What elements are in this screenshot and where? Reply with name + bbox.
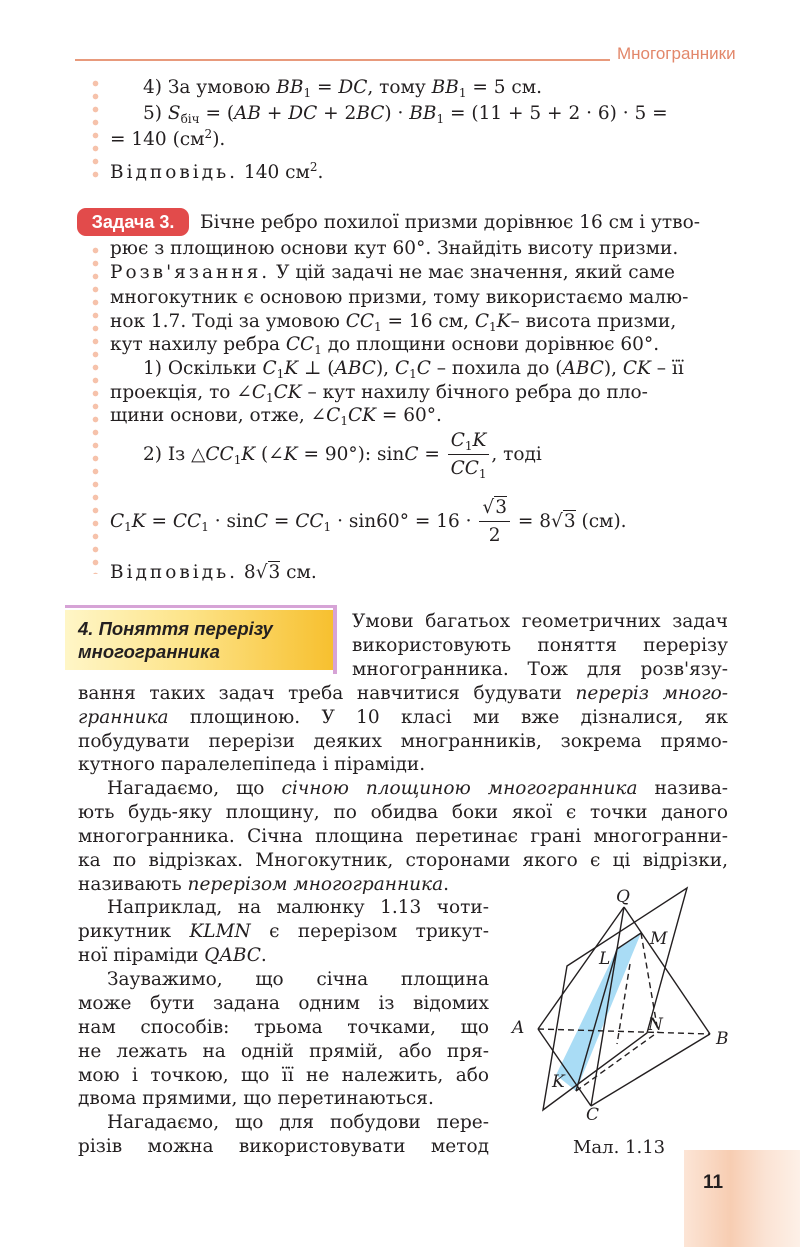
task-badge: Задача 3. [77,208,189,236]
sec4-q6: нам способів: трьома точками, що [78,1017,489,1038]
sec4-q10: Нагадаємо, що для побудови пере- [107,1112,489,1133]
solution-step-4: 4) За умовою $BB_1$ = DC, тому $BB_1 = 5$ см. [143,77,543,100]
margin-dots-2 [92,244,99,574]
label-a: A [512,1018,525,1038]
sec4-p4: кутного паралелепіпеда і піраміди. [78,754,426,775]
header-rule [75,59,610,61]
sec4-q9: двома прямими, що перетинаються. [78,1088,434,1109]
page-number: 11 [703,1172,724,1193]
task3-line-2: рює з площиною основи кут 60°. Знайдіть висоту призми. [110,238,679,259]
sec4-q11: різів можна використовувати метод [78,1136,489,1157]
edge-ab-hidden [538,1029,710,1034]
sec4-q4: Зауважимо, що січна площина [107,969,489,990]
sec4-q7: не лежать на одній прямій, або пря- [78,1041,489,1062]
label-n: N [648,1015,663,1035]
section-heading: 4. Поняття перерізу многогранника [78,618,273,662]
running-header: Многогранники [617,44,736,63]
task3-line-5: нок 1.7. Тоді за умовою $CC_1 = 16$ см, $C_1K-$ висота призми, [110,311,677,334]
label-m: M [650,929,668,949]
answer-1: Відповідь. 140 $см^2$. [110,160,324,183]
task3-line-4: многокутник є основою призми, тому використаємо малю- [110,287,689,308]
figure-caption: Мал. 1.13 [573,1137,666,1158]
sec4-p9: називають перерізом многогранника. [78,874,450,895]
task3-step-1: 1) Оскільки $C_1K$ ⊥ (ABC), $C_1C$ – похила до (ABC), CK – її [143,358,684,381]
solution-step-5: 5) $S_{біч} = (AB$ + DC + $2BC) \cdot BB_1 = (11 + 5 + 2 \cdot 6) \cdot 5$ = [143,103,668,126]
sec4-q2: рикутник KLMN є перерізом трикут- [78,921,489,942]
task3-line-3: Розв'язання. У цій задачі не має значення, який саме [110,262,675,283]
sec4-right-3: многогранника. Тож для розв'язу- [352,659,728,680]
task3-line-6: кут нахилу ребра $CC_1$ до площини основи дорівнює 60°. [110,334,660,357]
fraction-sqrt3-2: $\frac{√3}{2}$ [479,497,510,547]
pyramid-section-figure [500,880,750,1120]
sec4-right-1: Умови багатьох геометричних задач [352,611,728,632]
task3-step-2: 2) Із $\triangle CC_1K$ (∠K = 90°): sinC = $\frac{C_1K}{CC_1}$ , тоді [143,430,542,481]
task3-calculation: $C_1K = CC_1 \cdot \sin C = CC_1 \cdot \sin 60^\circ = 16$ · $\frac{√3}{2}$ = 8√3 (см). [110,497,627,546]
label-q: Q [616,887,630,907]
sec4-p8: ка по відрізках. Многокутник, сторонами якого є ці відрізки, [78,850,728,871]
label-b: B [716,1029,729,1049]
fraction-c1k-cc1: $\frac{C_1K}{CC_1}$ [448,430,490,480]
label-l: L [599,949,611,969]
sec4-q3: ної піраміди QABC. [78,945,267,966]
sec4-p1: вання таких задач треба навчитися будувати переріз много- [78,683,728,704]
sec4-right-2: використовують поняття перерізу [352,635,728,656]
sec4-q5: може бути задана одним із відомих [78,993,489,1014]
page-number-tab [684,1150,800,1247]
sec4-p3: побудувати перерізи деяких многранників, зокрема прямо- [78,731,728,752]
answer-2: Відповідь. 8√3 см. [110,562,317,583]
sec4-p5: Нагадаємо, що січною площиною многогранника назива- [107,778,728,799]
sec4-p7: многогранника. Січна площина перетинає грані многогранни- [78,826,728,847]
edge-qb [624,907,710,1034]
label-c: C [586,1105,600,1120]
margin-dots-1 [92,77,99,181]
solution-step-5-result: = 140 $(см^2)$. [110,127,226,150]
task3-step-1-cont: проекція, то $\angle C_1CK$ – кут нахилу бічного ребра до пло- [110,382,648,405]
sec4-p2: гранника площиною. У 10 класі ми вже дізналися, як [78,707,728,728]
sec4-q1: Наприклад, на малюнку 1.13 чоти- [107,897,489,918]
edge-cb [591,1034,710,1106]
sec4-p6: ють будь-яку площину, по обидва боки якої є точки даного [78,802,728,823]
task3-line-1: Бічне ребро похилої призми дорівнює 16 см і утво- [200,212,700,233]
sec4-q8: мою і точкою, що її не належить, або [78,1065,489,1086]
task3-step-1-end: щини основи, отже, $\angle C_1CK = 60^\circ$. [110,405,442,428]
label-k: K [552,1072,565,1092]
